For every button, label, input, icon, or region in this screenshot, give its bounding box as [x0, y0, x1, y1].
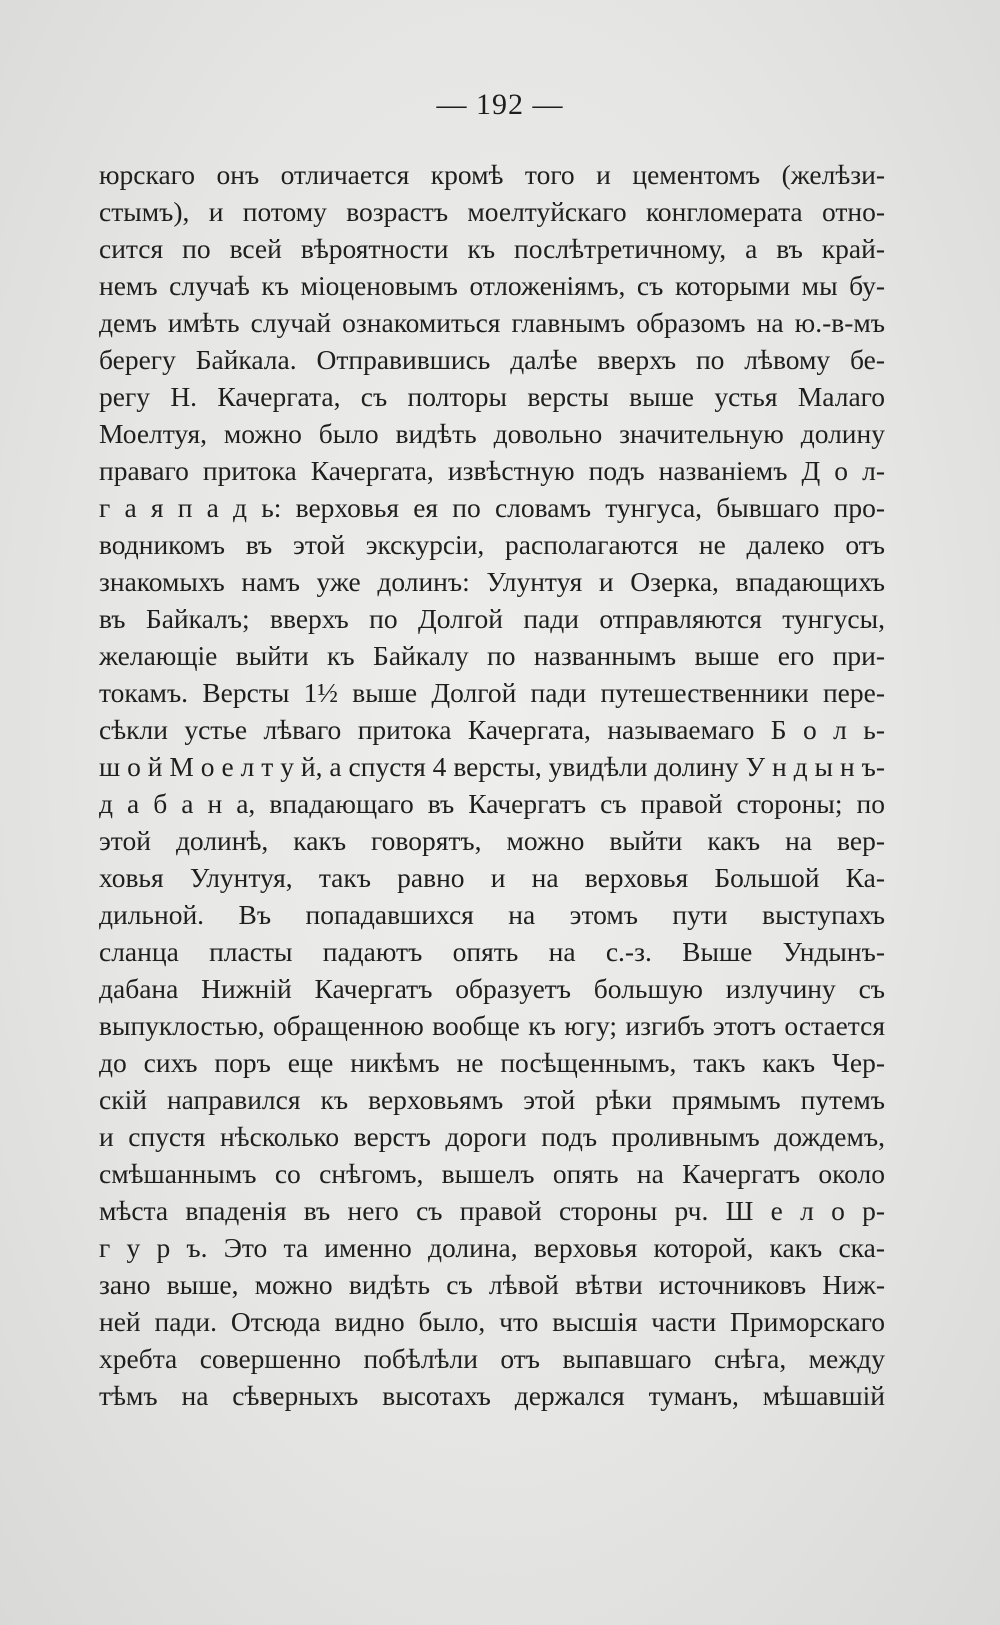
text-line: дильной. Въ попадавшихся на этомъ пути выступахъ	[99, 899, 885, 930]
text-line: зано выше, можно видѣть съ лѣвой вѣтви источниковъ Ниж-	[99, 1269, 885, 1300]
text-line: дабана Нижній Качергатъ образуетъ большую излучину съ	[99, 973, 885, 1004]
text-line: г а я п а д ь: верховья ея по словамъ тунгуса, бывшаго про-	[99, 492, 885, 523]
text-line: токамъ. Версты 1½ выше Долгой пади путешественники пере-	[99, 677, 885, 708]
text-line: знакомыхъ намъ уже долинъ: Улунтуя и Озерка, впадающихъ	[99, 566, 885, 597]
text-line: и спустя нѣсколько верстъ дороги подъ проливнымъ дождемъ,	[99, 1121, 885, 1152]
text-line: смѣшаннымъ со снѣгомъ, вышелъ опять на Качергатъ около	[99, 1158, 885, 1189]
text-line: хребта совершенно побѣлѣли отъ выпавшаго снѣга, между	[99, 1343, 885, 1374]
text-line: водникомъ въ этой экскурсіи, располагаются не далеко отъ	[99, 529, 885, 560]
text-line: ней пади. Отсюда видно было, что высшія части Приморскаго	[99, 1306, 885, 1337]
text-line: выпуклостью, обращенною вообще къ югу; изгибъ этотъ остается	[99, 1010, 885, 1041]
text-line: желающіе выйти къ Байкалу по названнымъ выше его при-	[99, 640, 885, 671]
text-line: сится по всей вѣроятности къ послѣтретичному, а въ край-	[99, 233, 885, 264]
text-line: юрскаго онъ отличается кромѣ того и цементомъ (желѣзи-	[99, 159, 885, 190]
text-line: въ Байкалъ; вверхъ по Долгой пади отправляются тунгусы,	[99, 603, 885, 634]
body-text	[99, 156, 885, 1414]
text-line: немъ случаѣ къ міоценовымъ отложеніямъ, съ которыми мы бу-	[99, 270, 885, 301]
text-line: Моелтуя, можно было видѣть довольно значительную долину	[99, 418, 885, 449]
text-line: д а б а н а, впадающаго въ Качергатъ съ правой стороны; по	[99, 788, 885, 819]
text-line: мѣста впаденія въ него съ правой стороны рч. Ш е л о р-	[99, 1195, 885, 1226]
text-line: берегу Байкала. Отправившись далѣе вверхъ по лѣвому бе-	[99, 344, 885, 375]
text-line: сланца пласты падаютъ опять на с.-з. Выше Ундынъ-	[99, 936, 885, 967]
page-number: — 192 —	[436, 88, 564, 121]
text-line: г у р ъ. Это та именно долина, верховья которой, какъ ска-	[99, 1232, 885, 1263]
text-line: скій направился къ верховьямъ этой рѣки прямымъ путемъ	[99, 1084, 885, 1115]
text-line: ховья Улунтуя, такъ равно и на верховья Большой Ка-	[99, 862, 885, 893]
text-line: до сихъ поръ еще никѣмъ не посѣщеннымъ, такъ какъ Чер-	[99, 1047, 885, 1078]
text-line: демъ имѣть случай ознакомиться главнымъ образомъ на ю.-в-мъ	[99, 307, 885, 338]
text-line: праваго притока Качергата, извѣстную подъ названіемъ Д о л-	[99, 455, 885, 486]
text-line: стымъ), и потому возрастъ моелтуйскаго конгломерата отно-	[99, 196, 885, 227]
text-line: ш о й М о е л т у й, а спустя 4 версты, увидѣли долину У н д ы н ъ-	[99, 751, 885, 782]
text-line: этой долинѣ, какъ говорятъ, можно выйти какъ на вер-	[99, 825, 885, 856]
text-line: регу Н. Качергата, съ полторы версты выше устья Малаго	[99, 381, 885, 412]
text-line: тѣмъ на сѣверныхъ высотахъ держался туманъ, мѣшавшій	[99, 1380, 885, 1411]
text-line: сѣкли устье лѣваго притока Качергата, называемаго Б о л ь-	[99, 714, 885, 745]
